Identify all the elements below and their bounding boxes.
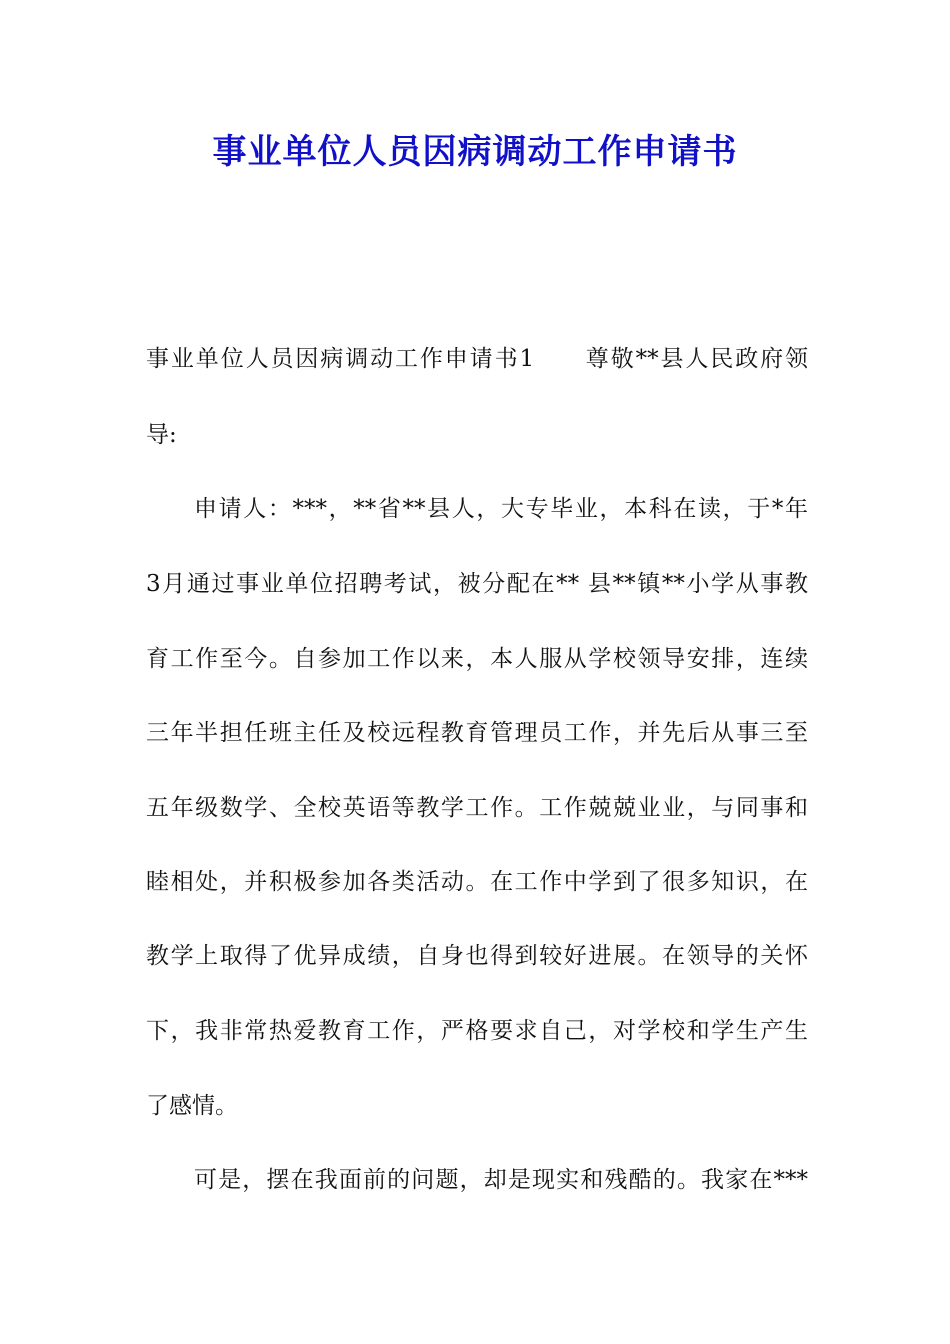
body-line-10: 下，我非常热爱教育工作，严格要求自己，对学校和学生产生 [146,1018,808,1044]
body-line-11: 了感情。 [146,1093,238,1119]
body-line-12: 可是，摆在我面前的问题，却是现实和残酷的。我家在*** [194,1167,808,1193]
body-line-2: 导: [146,422,177,448]
document-title: 事业单位人员因病调动工作申请书 [212,132,738,172]
body-line-4: 3月通过事业单位招聘考试，被分配在** 县**镇**小学从事教 [146,571,808,597]
body-line-1: 事业单位人员因病调动工作申请书1 尊敬**县人民政府领 [146,346,808,372]
body-line-5: 育工作至今。自参加工作以来，本人服从学校领导安排，连续 [146,646,808,672]
body-line-9: 教学上取得了优异成绩，自身也得到较好进展。在领导的关怀 [146,943,808,969]
body-line-7: 五年级数学、全校英语等教学工作。工作兢兢业业，与同事和 [146,795,808,821]
body-line-3: 申请人：***，**省**县人，大专毕业，本科在读，于*年 [194,496,808,522]
body-line-8: 睦相处，并积极参加各类活动。在工作中学到了很多知识，在 [146,869,808,895]
body-line-6: 三年半担任班主任及校远程教育管理员工作，并先后从事三至 [146,720,808,746]
